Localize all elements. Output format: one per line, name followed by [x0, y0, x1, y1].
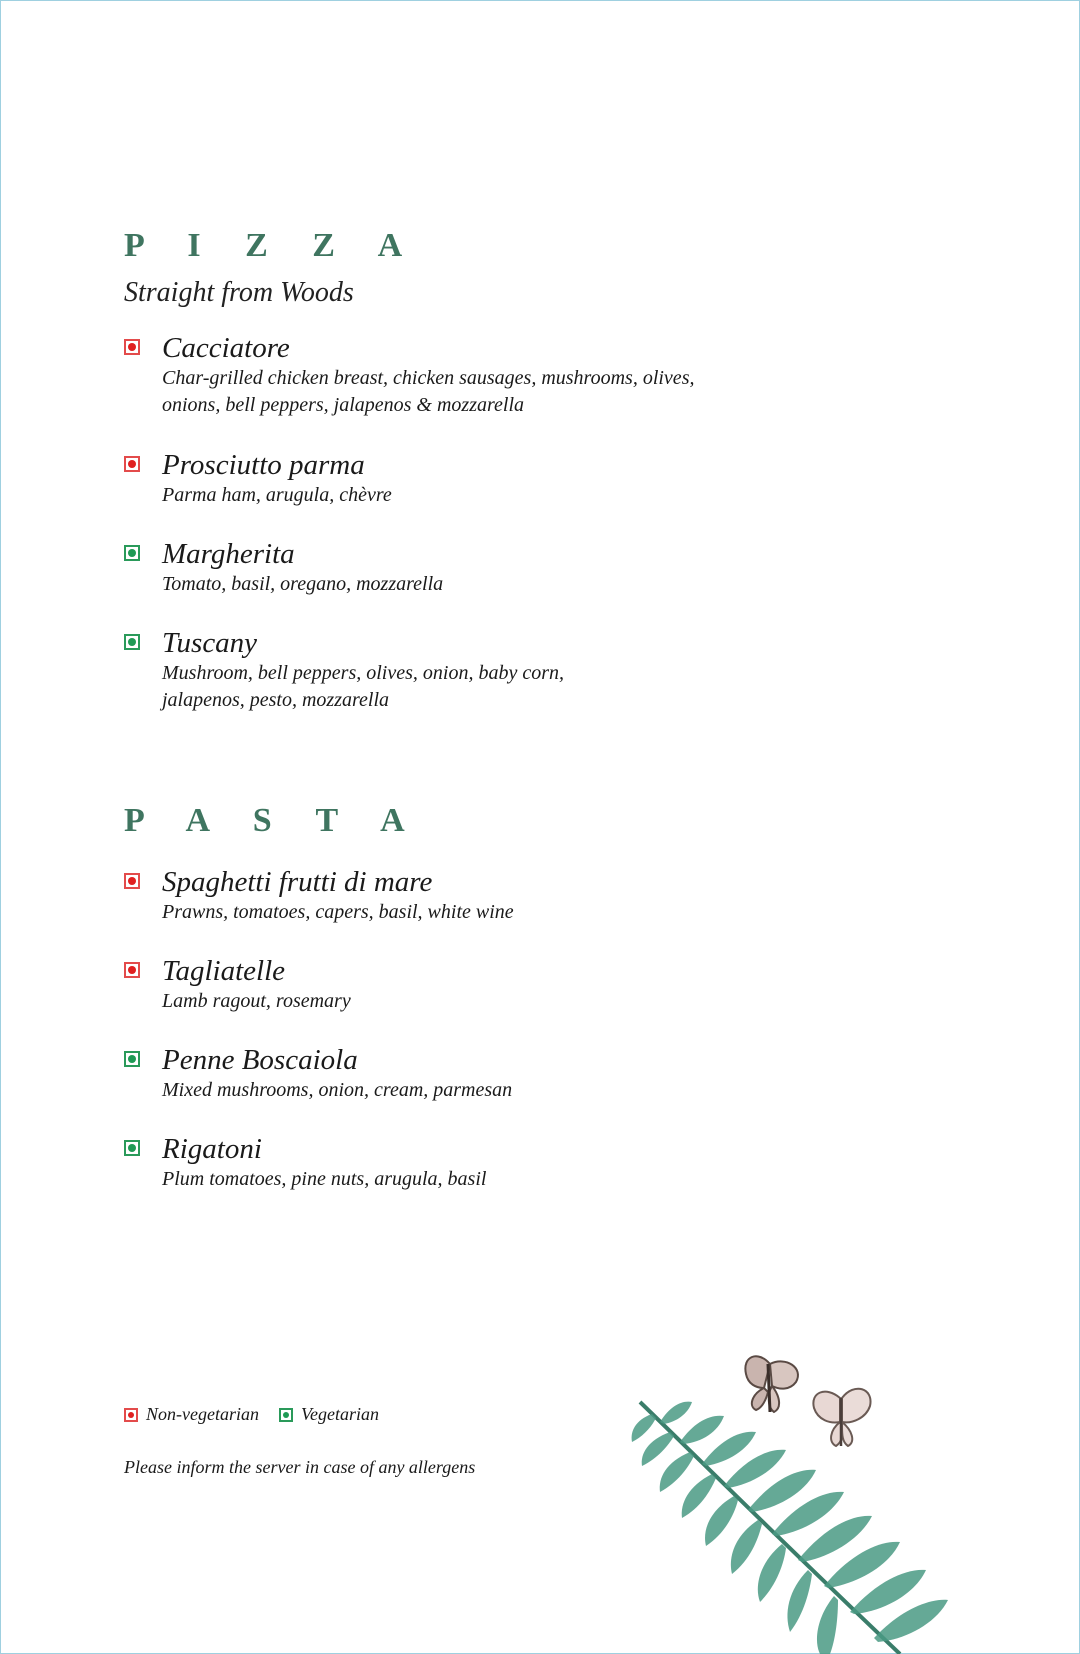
pizza-title: P I Z Z A: [124, 227, 421, 264]
item-name: Cacciatore: [162, 332, 290, 364]
fern-icon: [632, 1402, 948, 1654]
non-veg-icon: [124, 456, 140, 472]
non-veg-icon: [124, 873, 140, 889]
item-description: Prawns, tomatoes, capers, basil, white wine: [162, 901, 514, 923]
menu-item-tuscany: [124, 626, 944, 714]
item-description: Mushroom, bell peppers, olives, onion, baby corn, jalapenos, pesto, mozzarella: [162, 662, 564, 711]
item-description: Mixed mushrooms, onion, cream, parmesan: [162, 1079, 513, 1101]
veg-icon: [124, 634, 140, 650]
item-description: Parma ham, arugula, chèvre: [162, 484, 392, 506]
non-veg-icon: [124, 962, 140, 978]
menu-item-rigatoni: [124, 1132, 944, 1193]
item-name: Rigatoni: [162, 1133, 262, 1165]
veg-icon: [124, 1051, 140, 1067]
non-veg-icon: [124, 1408, 138, 1422]
veg-icon: [124, 545, 140, 561]
pizza-section: [124, 226, 944, 714]
pasta-section: [124, 801, 944, 1193]
item-name: Tuscany: [162, 627, 258, 659]
legend-nonveg-label: Non-vegetarian: [146, 1404, 259, 1424]
item-description: Char-grilled chicken breast, chicken sausages, mushrooms, olives, onions, bell peppers, jalapenos & mozzarella: [162, 367, 695, 416]
menu-item-margherita: [124, 537, 944, 598]
menu-item-spaghetti-frutti-di-mare: [124, 865, 944, 926]
item-description: Lamb ragout, rosemary: [162, 990, 351, 1012]
non-veg-icon: [124, 339, 140, 355]
veg-icon: [279, 1408, 293, 1422]
item-description: Tomato, basil, oregano, mozzarella: [162, 573, 444, 595]
menu-item-tagliatelle: [124, 954, 944, 1015]
item-name: Penne Boscaiola: [162, 1044, 358, 1076]
veg-icon: [124, 1140, 140, 1156]
diet-legend: [124, 1404, 379, 1425]
item-name: Spaghetti frutti di mare: [162, 866, 433, 898]
allergen-note: Please inform the server in case of any allergens: [124, 1457, 476, 1477]
item-name: Prosciutto parma: [162, 449, 365, 481]
pizza-subtitle: Straight from Woods: [124, 277, 354, 308]
butterfly-icon: [745, 1356, 798, 1412]
item-name: Margherita: [162, 538, 295, 570]
butterfly-icon: [813, 1389, 870, 1446]
legend-veg-label: Vegetarian: [300, 1404, 379, 1424]
menu-item-penne-boscaiola: [124, 1043, 944, 1104]
pasta-title: P A S T A: [124, 802, 423, 839]
item-name: Tagliatelle: [162, 955, 285, 987]
item-description: Plum tomatoes, pine nuts, arugula, basil: [162, 1168, 487, 1190]
menu-item-cacciatore: [124, 331, 944, 419]
fern-butterfly-illustration: [630, 1350, 1080, 1654]
menu-item-prosciutto-parma: [124, 448, 944, 509]
